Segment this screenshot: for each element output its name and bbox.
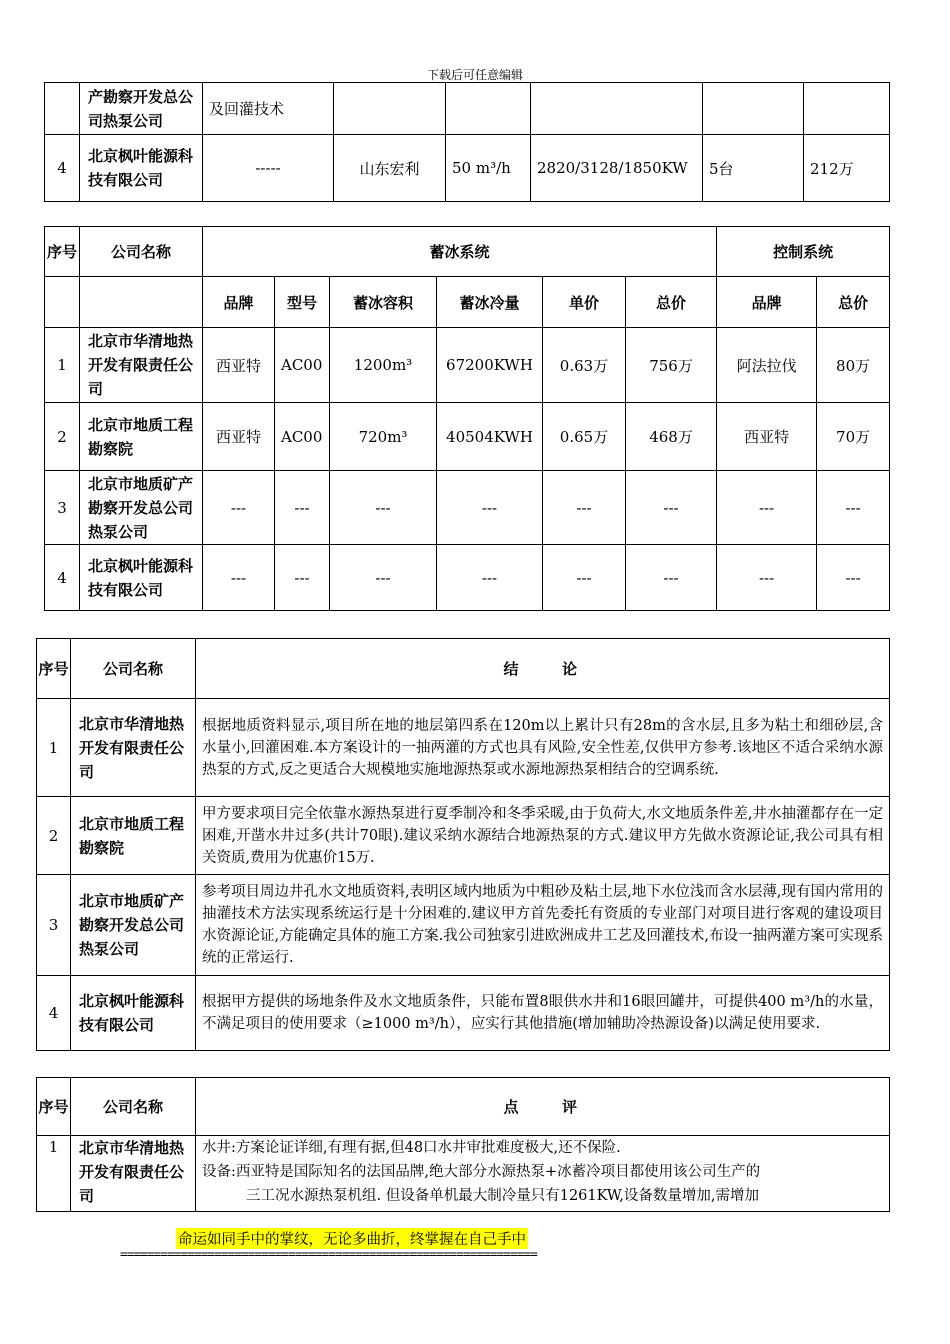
seq-cell: 4: [45, 135, 80, 202]
table-cell: ---: [543, 545, 626, 611]
review-header: 点 评: [196, 1078, 890, 1136]
conclusion-text: 甲方要求项目完全依靠水源热泵进行夏季制冷和冬季采暖,由于负荷大,水文地质条件差,井水抽灌都存在一定困难,开凿水井过多(共计70眼).建议采纳水源结合地源热泵的方式.建议甲方先做水资源论证,我公司具有相关资质,费用为优惠价15万.: [196, 797, 890, 875]
company-header: 公司名称: [71, 639, 196, 699]
table-cell: 80万: [817, 328, 890, 403]
table-row: [45, 83, 890, 135]
conclusion-text: 根据地质资料显示,项目所在地的地层第四系在120m以上累计只有28m的含水层,且多为粘土和细砂层,含水量小,回灌困难.本方案设计的一抽两灌的方式也具有风险,安全性差,仅供甲方参考.该地区不适合采纳水源热泵的方式,反之更适合大规模地实施地源热泵或水源地源热泵相结合的空调系统.: [196, 699, 890, 797]
review-line: 三工况水源热泵机组. 但设备单机最大制冷量只有1261KW,设备数量增加,需增加: [246, 1188, 760, 1204]
header-row: [37, 1078, 890, 1136]
seq-cell: 2: [37, 797, 71, 875]
table-row: [45, 471, 890, 545]
model-header: 型号: [275, 277, 330, 328]
table-cell: 0.63万: [543, 328, 626, 403]
seq-header: 序号: [37, 639, 71, 699]
subheader-row: [45, 277, 890, 328]
seq-header: 序号: [37, 1078, 71, 1136]
seq-cell: 2: [45, 403, 80, 471]
table-cell: [446, 83, 531, 135]
company-cell: 北京市华清地热开发有限责任公司: [71, 699, 196, 797]
table-cell: 67200KWH: [437, 328, 543, 403]
table-cell: ---: [437, 545, 543, 611]
seq-cell: 4: [45, 545, 80, 611]
table-cell: ---: [626, 545, 717, 611]
table-cell: ---: [203, 471, 275, 545]
header-note: 下载后可任意编辑: [426, 68, 523, 82]
table-cell: ---: [330, 545, 437, 611]
table-cell: 50 m³/h: [446, 135, 531, 202]
seq-header: 序号: [45, 227, 80, 277]
table-cell: 468万: [626, 403, 717, 471]
control-brand-header: 品牌: [717, 277, 817, 328]
review-line: 设备:西亚特是国际知名的法国品牌,绝大部分水源热泵+冰蓄冷项目都使用该公司生产的: [202, 1164, 761, 1180]
table-cell: ---: [817, 545, 890, 611]
unit-price-header: 单价: [543, 277, 626, 328]
table-row: [45, 135, 890, 202]
control-total-header: 总价: [817, 277, 890, 328]
table-row: [37, 976, 890, 1051]
table-cell: ---: [717, 545, 817, 611]
table-cell: ---: [275, 471, 330, 545]
table-cell: 70万: [817, 403, 890, 471]
table-cell: ---: [626, 471, 717, 545]
company-cell: 北京市地质工程勘察院: [80, 403, 203, 471]
ice-storage-table: [44, 226, 890, 611]
seq-cell: 3: [37, 875, 71, 976]
table-row: [37, 797, 890, 875]
table-row: [45, 545, 890, 611]
company-cell: 北京枫叶能源科技有限公司: [80, 135, 203, 202]
review-line: 水井:方案论证详细,有理有据,但48口水井审批难度极大,还不保险.: [202, 1140, 621, 1156]
company-cell: 北京市地质矿产勘察开发总公司热泵公司: [71, 875, 196, 976]
table-row: [37, 699, 890, 797]
company-cell: 北京市地质工程勘察院: [71, 797, 196, 875]
company-cell: 产勘察开发总公司热泵公司: [80, 83, 203, 135]
table-cell: ---: [817, 471, 890, 545]
brand-header: 品牌: [203, 277, 275, 328]
table-cell: -----: [203, 135, 334, 202]
table-cell: 西亚特: [717, 403, 817, 471]
table-cell: 212万: [804, 135, 890, 202]
table-cell: 2820/3128/1850KW: [531, 135, 703, 202]
conclusion-header: 结 论: [196, 639, 890, 699]
empty-cell: [45, 277, 80, 328]
header-row: [37, 639, 890, 699]
table-row: [45, 403, 890, 471]
company-cell: 北京枫叶能源科技有限公司: [80, 545, 203, 611]
table-cell: [334, 83, 446, 135]
table-cell: 山东宏利: [334, 135, 446, 202]
company-header: 公司名称: [71, 1078, 196, 1136]
company-cell: 北京市华清地热开发有限责任公司: [71, 1136, 196, 1212]
table-cell: ---: [717, 471, 817, 545]
table-cell: ---: [203, 545, 275, 611]
equipment-table-continued: [44, 82, 890, 202]
table-cell: ---: [275, 545, 330, 611]
table-cell: 0.65万: [543, 403, 626, 471]
company-cell: 北京枫叶能源科技有限公司: [71, 976, 196, 1051]
ice-system-header: 蓄冰系统: [203, 227, 717, 277]
seq-cell: 4: [37, 976, 71, 1051]
review-table: [36, 1077, 890, 1212]
table-row: [37, 875, 890, 976]
conclusion-table: [36, 638, 890, 1051]
empty-cell: [80, 277, 203, 328]
review-text: [196, 1136, 890, 1212]
company-cell: 北京市地质矿产勘察开发总公司热泵公司: [80, 471, 203, 545]
table-cell: 及回灌技术: [203, 83, 334, 135]
header-row: [45, 227, 890, 277]
footer-motto: 命运如同手中的掌纹，无论多曲折，终掌握在自己手中: [176, 1228, 528, 1249]
table-cell: ---: [330, 471, 437, 545]
company-header: 公司名称: [80, 227, 203, 277]
seq-cell: 1: [45, 328, 80, 403]
table-row: [37, 1136, 890, 1212]
table-cell: 5台: [703, 135, 804, 202]
ice-volume-header: 蓄冰容积: [330, 277, 437, 328]
table-cell: 西亚特: [203, 328, 275, 403]
table-cell: 阿法拉伐: [717, 328, 817, 403]
conclusion-text: 参考项目周边井孔水文地质资料,表明区域内地质为中粗砂及粘土层,地下水位浅而含水层薄,现有国内常用的抽灌技术方法实现系统运行是十分困难的.建议甲方首先委托有资质的专业部门对项目进行客观的建设项目水资源论证,方能确定具体的施工方案.我公司独家引进欧洲成井工艺及回灌技术,布设一抽两灌方案可实现系统的正常运行.: [196, 875, 890, 976]
table-cell: [531, 83, 703, 135]
table-cell: [703, 83, 804, 135]
table-cell: ---: [543, 471, 626, 545]
table-row: [45, 328, 890, 403]
table-cell: 720m³: [330, 403, 437, 471]
company-cell: 北京市华清地热开发有限责任公司: [80, 328, 203, 403]
table-cell: ---: [437, 471, 543, 545]
ice-capacity-header: 蓄冰冷量: [437, 277, 543, 328]
seq-cell: 1: [37, 1136, 71, 1212]
footer-rule: ==============================================================: [120, 1246, 537, 1261]
table-cell: 西亚特: [203, 403, 275, 471]
table-cell: [804, 83, 890, 135]
table-cell: AC00: [275, 328, 330, 403]
table-cell: 40504KWH: [437, 403, 543, 471]
seq-cell: [45, 83, 80, 135]
table-cell: 1200m³: [330, 328, 437, 403]
conclusion-text: 根据甲方提供的场地条件及水文地质条件，只能布置8眼供水井和16眼回罐井，可提供400 m³/h的水量，不满足项目的使用要求（≥1000 m³/h），应实行其他措施(增加辅助冷热源设备)以满足使用要求.: [196, 976, 890, 1051]
table-cell: AC00: [275, 403, 330, 471]
control-system-header: 控制系统: [717, 227, 890, 277]
seq-cell: 3: [45, 471, 80, 545]
table-cell: 756万: [626, 328, 717, 403]
total-price-header: 总价: [626, 277, 717, 328]
seq-cell: 1: [37, 699, 71, 797]
